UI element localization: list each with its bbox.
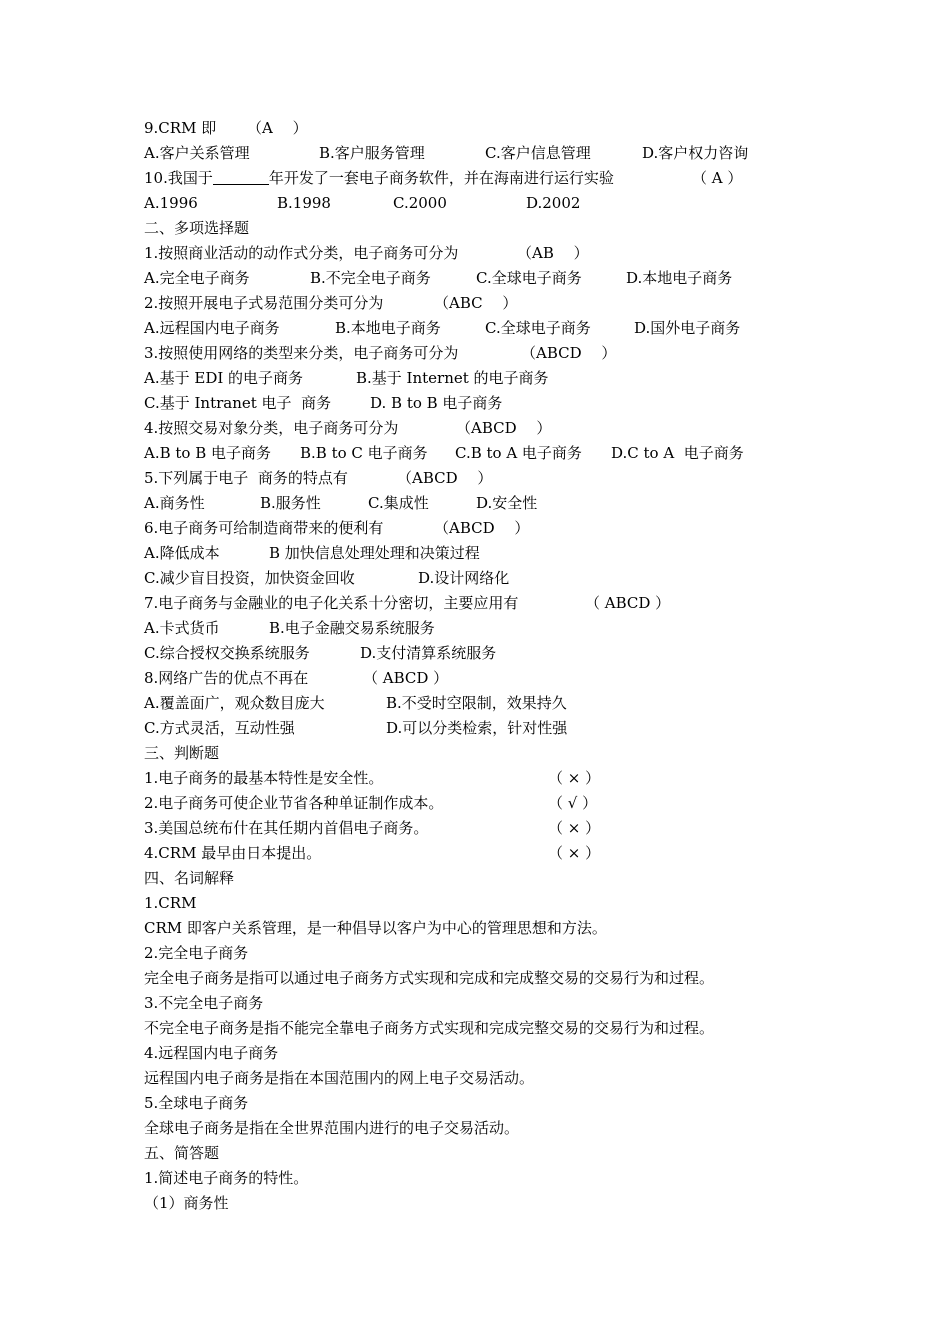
mc-question-8-options-row2 bbox=[144, 716, 568, 741]
statement: 4.CRM 最早由日本提出。 bbox=[144, 844, 322, 862]
option-c: C.基于 Intranet 电子 商务 bbox=[144, 394, 332, 412]
option-d: D.客户权力咨询 bbox=[642, 144, 749, 162]
section-title: 三、判断题 bbox=[144, 744, 220, 762]
statement: 2.电子商务可使企业节省各种单证制作成本。 bbox=[144, 794, 444, 812]
option-b: B.服务性 bbox=[260, 494, 321, 512]
answer: （ × ） bbox=[548, 844, 601, 862]
question-stem: 7.电子商务与金融业的电子化关系十分密切，主要应用有 bbox=[144, 594, 519, 612]
mc-question-5 bbox=[144, 466, 493, 491]
mc-question-4 bbox=[144, 416, 552, 441]
option-b: B.不完全电子商务 bbox=[310, 269, 431, 287]
option-b: B.不受时空限制，效果持久 bbox=[386, 694, 567, 712]
mc-question-7 bbox=[144, 591, 671, 616]
question-9 bbox=[144, 116, 308, 141]
mc-question-8-options-row1 bbox=[144, 691, 567, 716]
question-10-options bbox=[144, 191, 581, 216]
section-title: 四、名词解释 bbox=[144, 869, 235, 887]
option-b: B 加快信息处理处理和决策过程 bbox=[269, 544, 480, 562]
question-stem: 2.按照开展电子式易范围分类可分为 bbox=[144, 294, 384, 312]
option-d: D.本地电子商务 bbox=[626, 269, 733, 287]
question-stem: 9.CRM 即 bbox=[144, 119, 217, 137]
statement: 1.电子商务的最基本特性是安全性。 bbox=[144, 769, 384, 787]
option-a: A.基于 EDI 的电子商务 bbox=[144, 369, 304, 387]
mc-question-3-options-row1 bbox=[144, 366, 549, 391]
term-definition: CRM 即客户关系管理，是一种倡导以客户为中心的管理思想和方法。 bbox=[144, 919, 607, 937]
term-title: 4.远程国内电子商务 bbox=[144, 1044, 279, 1062]
answer: （ √ ） bbox=[548, 794, 598, 812]
option-b: B.基于 Internet 的电子商务 bbox=[356, 369, 549, 387]
option-c: C.减少盲目投资，加快资金回收 bbox=[144, 569, 355, 587]
mc-question-6-options-row2 bbox=[144, 566, 510, 591]
option-c: C.全球电子商务 bbox=[476, 269, 582, 287]
mc-question-7-options-row1 bbox=[144, 616, 435, 641]
question-10 bbox=[144, 166, 743, 191]
question-stem: 4.按照交易对象分类，电子商务可分为 bbox=[144, 419, 399, 437]
option-b: B.电子金融交易系统服务 bbox=[269, 619, 435, 637]
mc-question-1-options bbox=[144, 266, 733, 291]
judge-item-1 bbox=[144, 766, 601, 791]
option-c: C.方式灵活，互动性强 bbox=[144, 719, 295, 737]
option-d: D.可以分类检索，针对性强 bbox=[386, 719, 568, 737]
option-b: B.客户服务管理 bbox=[319, 144, 425, 162]
section-title: 五、简答题 bbox=[144, 1144, 220, 1162]
mc-question-6-options-row1 bbox=[144, 541, 480, 566]
term-title: 5.全球电子商务 bbox=[144, 1094, 249, 1112]
term-definition: 全球电子商务是指在全世界范围内进行的电子交易活动。 bbox=[144, 1119, 520, 1137]
option-c: C.2000 bbox=[393, 194, 447, 212]
answer: （ ABCD ） bbox=[585, 594, 671, 612]
question-stem: 10.我国于 年开发了一套电子商务软件，并在海南进行运行实验 bbox=[144, 169, 614, 187]
option-b: B.本地电子商务 bbox=[335, 319, 441, 337]
question-stem: 1.按照商业活动的动作式分类，电子商务可分为 bbox=[144, 244, 459, 262]
option-d: D. B to B 电子商务 bbox=[370, 394, 503, 412]
question-stem: 6.电子商务可给制造商带来的便利有 bbox=[144, 519, 384, 537]
option-d: D.2002 bbox=[526, 194, 581, 212]
option-c: C.客户信息管理 bbox=[485, 144, 591, 162]
fill-blank bbox=[213, 168, 269, 185]
answer: （ABCD ） bbox=[521, 344, 617, 362]
option-c: C.集成性 bbox=[368, 494, 429, 512]
option-a: A.降低成本 bbox=[144, 544, 220, 562]
option-d: D.安全性 bbox=[476, 494, 538, 512]
answer: （AB ） bbox=[517, 244, 589, 262]
mc-question-5-options bbox=[144, 491, 538, 516]
mc-question-8 bbox=[144, 666, 449, 691]
mc-question-3 bbox=[144, 341, 617, 366]
question-stem: 5.下列属于电子 商务的特点有 bbox=[144, 469, 348, 487]
judge-item-4 bbox=[144, 841, 601, 866]
term-definition: 远程国内电子商务是指在本国范围内的网上电子交易活动。 bbox=[144, 1069, 535, 1087]
question-9-options bbox=[144, 141, 749, 166]
option-d: D.国外电子商务 bbox=[634, 319, 741, 337]
option-a: A.1996 bbox=[144, 194, 198, 212]
option-a: A.覆盖面广，观众数目庞大 bbox=[144, 694, 325, 712]
option-a: A.远程国内电子商务 bbox=[144, 319, 280, 337]
term-title: 2.完全电子商务 bbox=[144, 944, 249, 962]
answer: （ABCD ） bbox=[456, 419, 552, 437]
short-answer-point: （1）商务性 bbox=[144, 1194, 229, 1212]
term-definition: 不完全电子商务是指不能完全靠电子商务方式实现和完成完整交易的交易行为和过程。 bbox=[144, 1019, 715, 1037]
mc-question-1 bbox=[144, 241, 589, 266]
mc-question-6 bbox=[144, 516, 530, 541]
option-d: D.C to A 电子商务 bbox=[611, 444, 744, 462]
answer: （ABCD ） bbox=[397, 469, 493, 487]
statement: 3.美国总统布什在其任期内首倡电子商务。 bbox=[144, 819, 429, 837]
judge-item-2 bbox=[144, 791, 598, 816]
option-a: A.B to B 电子商务 bbox=[144, 444, 272, 462]
answer: （ABC ） bbox=[434, 294, 518, 312]
option-b: B.1998 bbox=[277, 194, 331, 212]
term-title: 3.不完全电子商务 bbox=[144, 994, 264, 1012]
answer: （ A ） bbox=[692, 169, 743, 187]
mc-question-7-options-row2 bbox=[144, 641, 497, 666]
answer: （A ） bbox=[247, 119, 308, 137]
option-a: A.商务性 bbox=[144, 494, 205, 512]
option-a: A.完全电子商务 bbox=[144, 269, 250, 287]
mc-question-2 bbox=[144, 291, 518, 316]
option-d: D.支付清算系统服务 bbox=[360, 644, 497, 662]
term-definition: 完全电子商务是指可以通过电子商务方式实现和完成和完成整交易的交易行为和过程。 bbox=[144, 969, 715, 987]
mc-question-4-options bbox=[144, 441, 744, 466]
mc-question-2-options bbox=[144, 316, 741, 341]
question-stem: 3.按照使用网络的类型来分类，电子商务可分为 bbox=[144, 344, 459, 362]
option-c: C.全球电子商务 bbox=[485, 319, 591, 337]
term-title: 1.CRM bbox=[144, 894, 197, 912]
question-stem: 8.网络广告的优点不再在 bbox=[144, 669, 309, 687]
option-c: C.综合授权交换系统服务 bbox=[144, 644, 310, 662]
mc-question-3-options-row2 bbox=[144, 391, 503, 416]
answer: （ × ） bbox=[548, 769, 601, 787]
answer: （ × ） bbox=[548, 819, 601, 837]
answer: （ ABCD ） bbox=[363, 669, 449, 687]
judge-item-3 bbox=[144, 816, 601, 841]
option-d: D.设计网络化 bbox=[418, 569, 510, 587]
section-title: 二、多项选择题 bbox=[144, 219, 250, 237]
option-a: A.客户关系管理 bbox=[144, 144, 250, 162]
short-answer-question: 1.简述电子商务的特性。 bbox=[144, 1169, 309, 1187]
option-a: A.卡式货币 bbox=[144, 619, 220, 637]
option-b: B.B to C 电子商务 bbox=[300, 444, 428, 462]
option-c: C.B to A 电子商务 bbox=[455, 444, 582, 462]
answer: （ABCD ） bbox=[434, 519, 530, 537]
